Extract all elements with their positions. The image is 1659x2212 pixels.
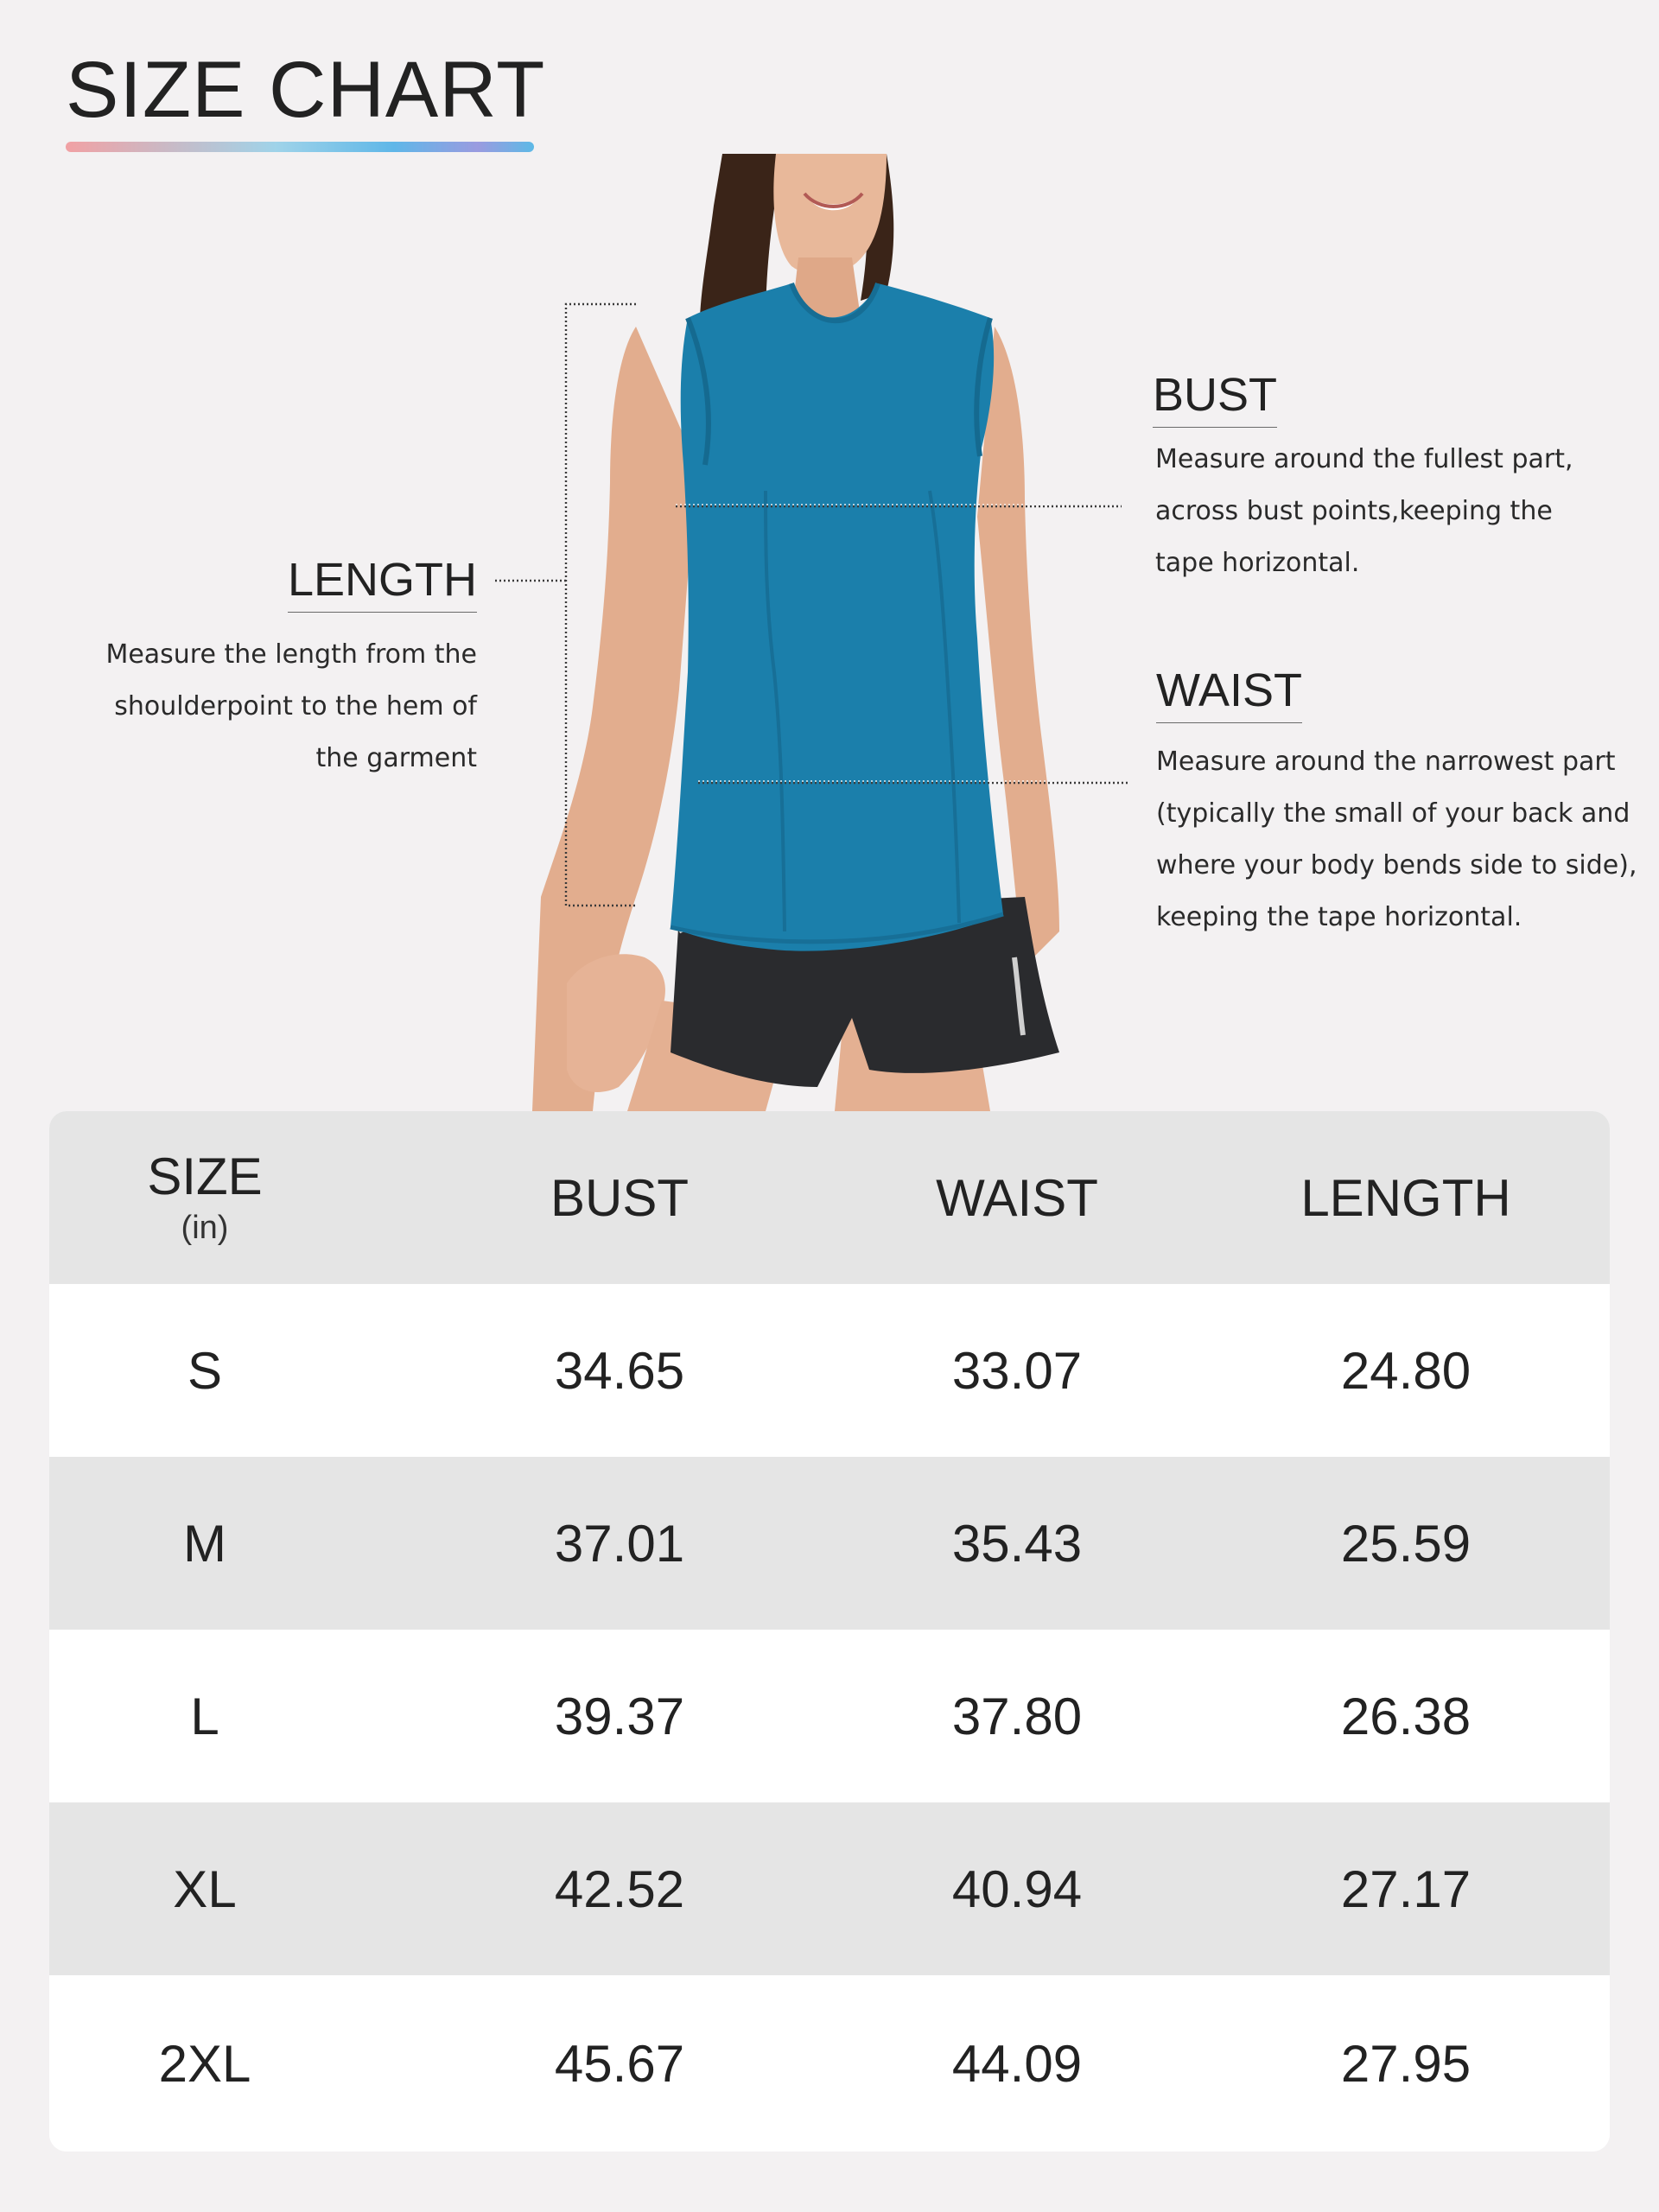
length-measure-title: LENGTH <box>288 556 477 613</box>
waist-cell: 33.07 <box>951 1341 1083 1400</box>
header-length: LENGTH <box>1300 1168 1511 1227</box>
length-cell: 24.80 <box>1340 1341 1471 1400</box>
bust-measure-description: Measure around the fullest part, across bust points,keeping the tape horizontal. <box>1155 444 1573 578</box>
bust-cell: 37.01 <box>554 1514 685 1573</box>
table-row <box>49 1630 1610 1802</box>
table-row <box>49 1457 1610 1630</box>
length-cell: 27.17 <box>1340 1859 1471 1918</box>
size-cell: S <box>187 1341 223 1400</box>
waist-cell: 35.43 <box>951 1514 1083 1573</box>
header-waist: WAIST <box>936 1168 1098 1227</box>
title-underline-gradient <box>66 142 534 152</box>
header-unit: (in) <box>181 1210 229 1246</box>
page-title: SIZE CHART <box>66 46 546 134</box>
bust-cell: 42.52 <box>554 1859 685 1918</box>
model-wearing-tank-top-illustration <box>506 154 1128 1111</box>
bust-cell: 45.67 <box>554 2034 685 2093</box>
size-cell: L <box>190 1687 219 1745</box>
table-header-row <box>49 1111 1610 1284</box>
bust-cell: 39.37 <box>554 1687 685 1745</box>
table-row <box>49 1975 1610 2152</box>
size-cell: XL <box>173 1859 237 1918</box>
bust-cell: 34.65 <box>554 1341 685 1400</box>
length-measure-description: Measure the length from the shoulderpoint to the hem of the garment <box>105 639 477 773</box>
header-size: SIZE (in) <box>147 1147 263 1246</box>
length-cell: 27.95 <box>1340 2034 1471 2093</box>
length-cell: 26.38 <box>1340 1687 1471 1745</box>
header-bust: BUST <box>550 1168 690 1227</box>
waist-cell: 37.80 <box>951 1687 1083 1745</box>
waist-measure-title: WAIST <box>1156 667 1302 723</box>
size-cell: 2XL <box>158 2034 251 2093</box>
table-row <box>49 1284 1610 1457</box>
size-table <box>49 1111 1610 2152</box>
length-cell: 25.59 <box>1340 1514 1471 1573</box>
table-row <box>49 1802 1610 1975</box>
waist-measure-description: Measure around the narrowest part (typically the small of your back and where your body bends side to side), keeping the tape horizontal. <box>1156 747 1637 932</box>
size-cell: M <box>183 1514 226 1573</box>
waist-cell: 40.94 <box>951 1859 1083 1918</box>
waist-cell: 44.09 <box>951 2034 1083 2093</box>
bust-measure-title: BUST <box>1153 372 1277 428</box>
